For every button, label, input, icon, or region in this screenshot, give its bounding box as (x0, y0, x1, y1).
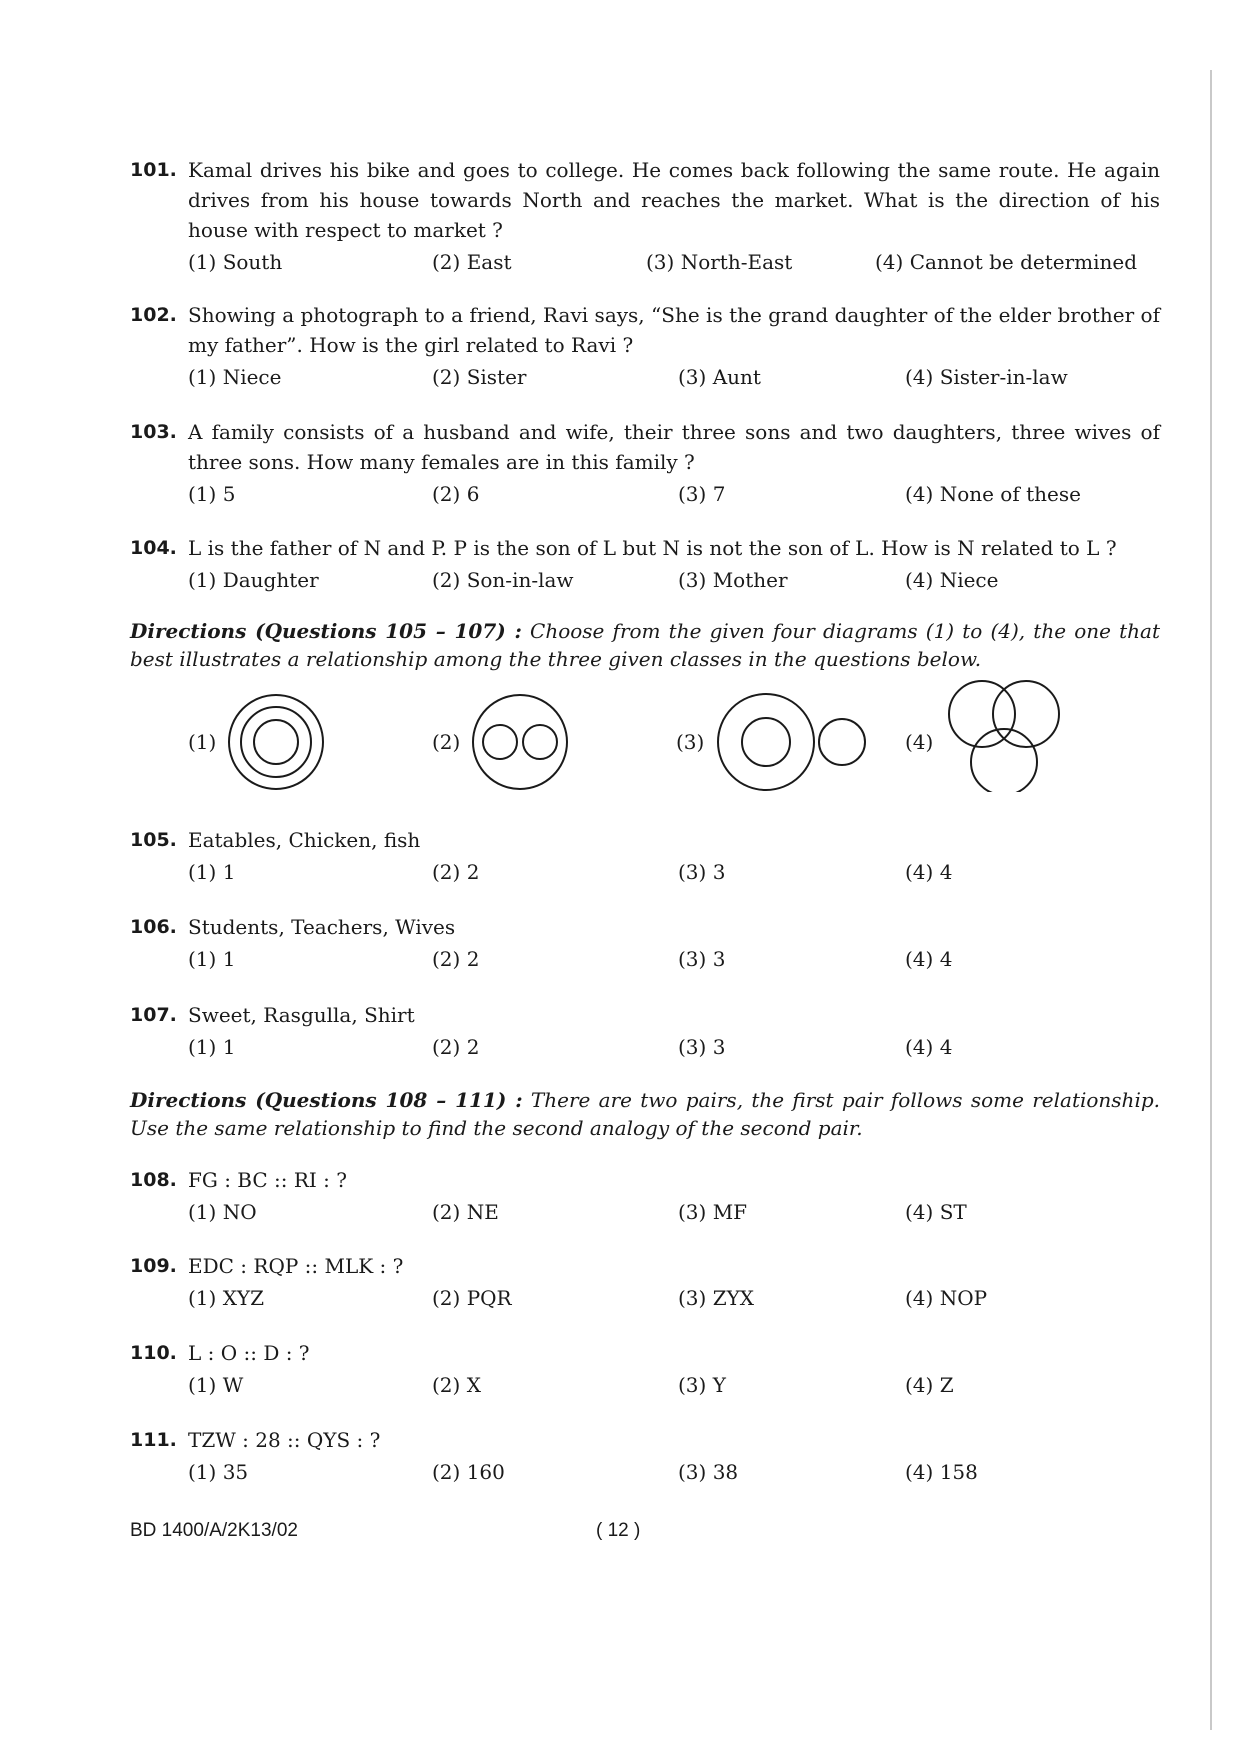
question-text: TZW : 28 :: QYS : ? (188, 1428, 381, 1452)
question-102 (130, 300, 1160, 394)
question-text: Students, Teachers, Wives (188, 915, 456, 939)
question-text: FG : BC :: RI : ? (188, 1168, 348, 1192)
directions-body: There are two pairs, the first pair follows some relationship. Use the same relationship to find the second analogy of the second pair. (130, 1088, 1160, 1140)
option-1: (1) Daughter (188, 568, 319, 592)
question-number: 109. (130, 1255, 177, 1277)
question-104 (130, 533, 1160, 597)
diagram-label-2: (2) (432, 730, 461, 754)
question-101 (130, 155, 1160, 279)
option-4: (4) Cannot be determined (875, 250, 1138, 274)
option-2: (2) 160 (432, 1460, 505, 1484)
option-2: (2) PQR (432, 1286, 512, 1310)
option-4: (4) 4 (905, 1035, 953, 1059)
diagram-4-three-overlapping (940, 672, 1070, 792)
question-111 (130, 1425, 1160, 1489)
option-4: (4) 4 (905, 860, 953, 884)
option-4: (4) 4 (905, 947, 953, 971)
question-number: 104. (130, 537, 177, 559)
question-105 (130, 825, 1160, 889)
option-3: (3) 7 (678, 482, 726, 506)
question-109 (130, 1251, 1160, 1315)
booklet-code: BD 1400/A/2K13/02 (130, 1520, 298, 1541)
question-number: 110. (130, 1342, 177, 1364)
question-text: Eatables, Chicken, fish (188, 828, 421, 852)
question-107 (130, 1000, 1160, 1064)
option-3: (3) 3 (678, 1035, 726, 1059)
option-4: (4) Niece (905, 568, 999, 592)
question-108 (130, 1165, 1160, 1229)
directions-body: Choose from the given four diagrams (1) to (4), the one that best illustrates a relationship among the three given classes in the questions below. (130, 619, 1161, 671)
options-row (130, 1197, 1160, 1229)
question-number: 101. (130, 159, 177, 181)
options-row (130, 944, 1160, 976)
directions-heading: Directions (Questions 105 – 107) : (130, 619, 522, 643)
option-3: (3) 3 (678, 860, 726, 884)
option-3: (3) ZYX (678, 1286, 755, 1310)
question-106 (130, 912, 1160, 976)
question-number: 107. (130, 1004, 177, 1026)
question-text: Kamal drives his bike and goes to college. He comes back following the same route. He again drives from his house towards North and reaches the market. What is the direction of his house with respect to market ? (188, 158, 1160, 242)
question-text: L is the father of N and P. P is the son of L but N is not the son of L. How is N related to L ? (188, 536, 1117, 560)
option-4: (4) Z (905, 1373, 954, 1397)
options-row (130, 247, 1160, 279)
option-4: (4) NOP (905, 1286, 988, 1310)
page-edge-line (1210, 70, 1212, 1730)
option-2: (2) 2 (432, 947, 480, 971)
question-number: 111. (130, 1429, 177, 1451)
option-2: (2) 2 (432, 860, 480, 884)
option-3: (3) 38 (678, 1460, 739, 1484)
options-row (130, 857, 1160, 889)
option-1: (1) 5 (188, 482, 236, 506)
option-2: (2) Sister (432, 365, 527, 389)
option-4: (4) ST (905, 1200, 967, 1224)
question-number: 105. (130, 829, 177, 851)
option-2: (2) 2 (432, 1035, 480, 1059)
diagram-2-two-inside-one (470, 680, 570, 800)
option-2: (2) X (432, 1373, 481, 1397)
option-1: (1) Niece (188, 365, 282, 389)
question-text: EDC : RQP :: MLK : ? (188, 1254, 404, 1278)
option-1: (1) NO (188, 1200, 257, 1224)
option-4: (4) Sister-in-law (905, 365, 1068, 389)
options-row (130, 1457, 1160, 1489)
option-4: (4) 158 (905, 1460, 978, 1484)
option-1: (1) XYZ (188, 1286, 265, 1310)
diagram-label-4: (4) (905, 730, 934, 754)
option-3: (3) 3 (678, 947, 726, 971)
option-1: (1) 1 (188, 1035, 236, 1059)
options-row (130, 1032, 1160, 1064)
question-110 (130, 1338, 1160, 1402)
option-2: (2) Son-in-law (432, 568, 574, 592)
option-2: (2) NE (432, 1200, 499, 1224)
option-2: (2) East (432, 250, 512, 274)
option-3: (3) Mother (678, 568, 788, 592)
directions-105-107 (130, 617, 1160, 673)
option-1: (1) South (188, 250, 283, 274)
question-number: 103. (130, 421, 177, 443)
option-1: (1) 35 (188, 1460, 249, 1484)
options-row (130, 1370, 1160, 1402)
diagram-label-3: (3) (676, 730, 705, 754)
page-number: ( 12 ) (596, 1520, 641, 1541)
diagram-3-one-inside-plus-separate (714, 680, 874, 800)
option-3: (3) MF (678, 1200, 748, 1224)
diagram-1-concentric-circles (226, 680, 326, 800)
question-number: 108. (130, 1169, 177, 1191)
question-text: Sweet, Rasgulla, Shirt (188, 1003, 415, 1027)
question-103 (130, 417, 1160, 511)
option-1: (1) 1 (188, 860, 236, 884)
options-row (130, 565, 1160, 597)
question-number: 106. (130, 916, 177, 938)
directions-heading: Directions (Questions 108 – 111) : (130, 1088, 523, 1112)
question-text: L : O :: D : ? (188, 1341, 310, 1365)
option-3: (3) Y (678, 1373, 726, 1397)
question-text: Showing a photograph to a friend, Ravi says, “She is the grand daughter of the elder brother of my father”. How is the girl related to Ravi ? (188, 303, 1160, 357)
directions-108-111 (130, 1086, 1160, 1142)
options-row (130, 1283, 1160, 1315)
options-row (130, 362, 1160, 394)
option-2: (2) 6 (432, 482, 480, 506)
question-text: A family consists of a husband and wife, their three sons and two daughters, three wives of three sons. How many females are in this family ? (188, 420, 1160, 474)
option-4: (4) None of these (905, 482, 1081, 506)
option-3: (3) North-East (646, 250, 793, 274)
option-3: (3) Aunt (678, 365, 761, 389)
question-number: 102. (130, 304, 177, 326)
diagram-label-1: (1) (188, 730, 217, 754)
option-1: (1) 1 (188, 947, 236, 971)
options-row (130, 479, 1160, 511)
option-1: (1) W (188, 1373, 244, 1397)
